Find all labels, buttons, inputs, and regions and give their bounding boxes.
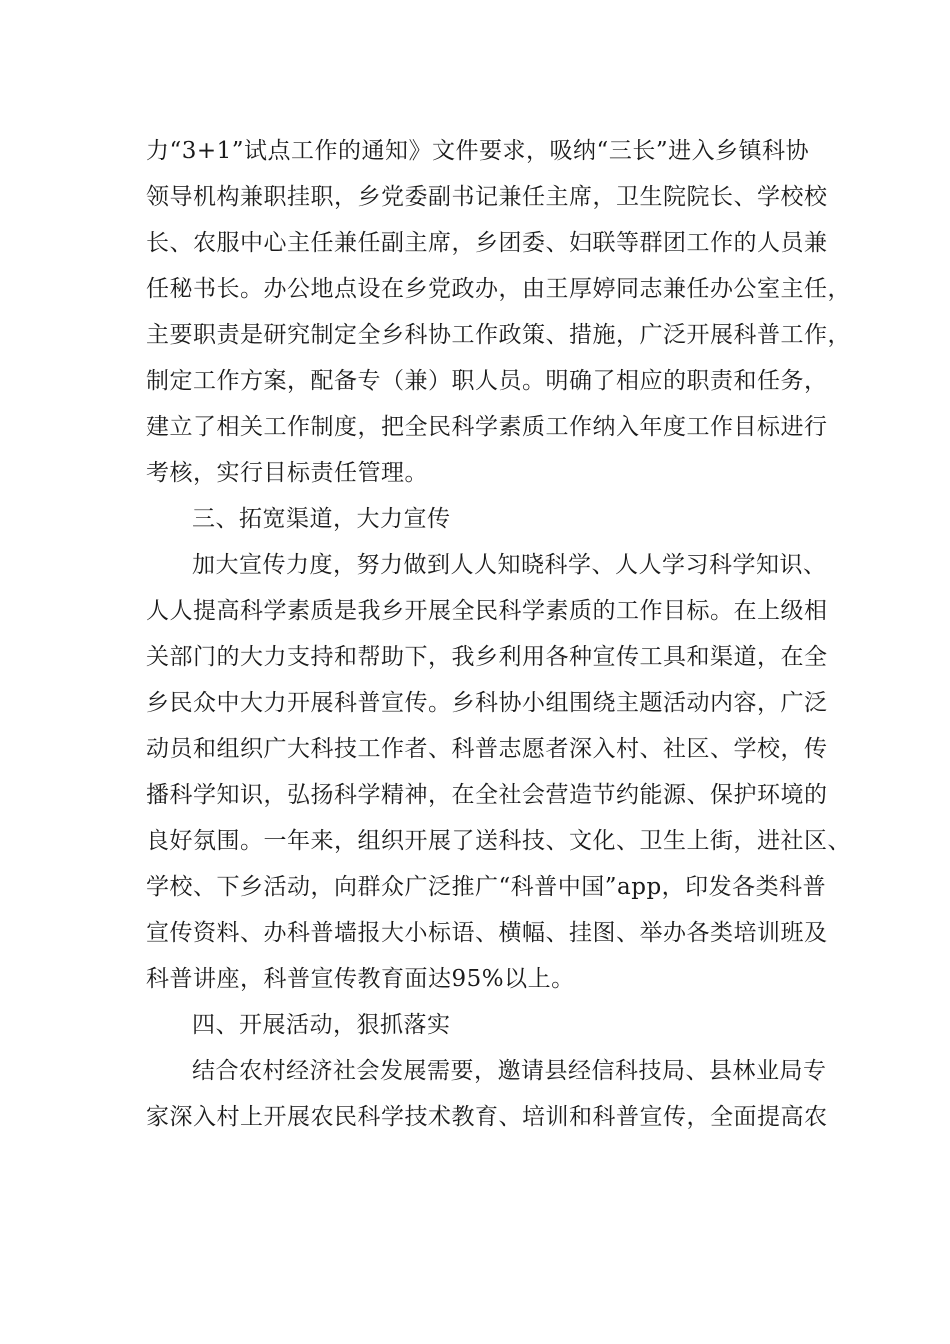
section-heading: 四、开展活动，狠抓落实 xyxy=(192,1012,451,1038)
paragraph-line: 制定工作方案，配备专（兼）职人员。明确了相应的职责和任务， xyxy=(146,368,828,394)
paragraph-line: 力“3+1”试点工作的通知》文件要求，吸纳“三长”进入乡镇科协 xyxy=(146,138,810,164)
paragraph-line: 建立了相关工作制度，把全民科学素质工作纳入年度工作目标进行 xyxy=(146,414,828,440)
paragraph-line: 宣传资料、办科普墙报大小标语、横幅、挂图、举办各类培训班及 xyxy=(146,920,828,946)
paragraph-line: 学校、下乡活动，向群众广泛推广“科普中国”app，印发各类科普 xyxy=(146,874,827,900)
paragraph-line: 加大宣传力度，努力做到人人知晓科学、人人学习科学知识、 xyxy=(192,552,827,578)
paragraph-line: 关部门的大力支持和帮助下，我乡利用各种宣传工具和渠道，在全 xyxy=(146,644,828,670)
paragraph-line: 家深入村上开展农民科学技术教育、培训和科普宣传，全面提高农 xyxy=(146,1104,828,1130)
paragraph-line: 结合农村经济社会发展需要，邀请县经信科技局、县林业局专 xyxy=(192,1058,827,1084)
paragraph-line: 科普讲座，科普宣传教育面达95%以上。 xyxy=(146,966,575,992)
paragraph-line: 考核，实行目标责任管理。 xyxy=(146,460,428,486)
section-heading: 三、拓宽渠道，大力宣传 xyxy=(192,506,451,532)
paragraph-line: 人人提高科学素质是我乡开展全民科学素质的工作目标。在上级相 xyxy=(146,598,828,624)
paragraph-line: 主要职责是研究制定全乡科协工作政策、措施，广泛开展科普工作， xyxy=(146,322,851,348)
paragraph-line: 乡民众中大力开展科普宣传。乡科协小组围绕主题活动内容，广泛 xyxy=(146,690,828,716)
document-body xyxy=(146,128,851,1140)
paragraph-line: 播科学知识，弘扬科学精神，在全社会营造节约能源、保护环境的 xyxy=(146,782,828,808)
paragraph-line: 领导机构兼职挂职，乡党委副书记兼任主席，卫生院院长、学校校 xyxy=(146,184,828,210)
paragraph-line: 长、农服中心主任兼任副主席，乡团委、妇联等群团工作的人员兼 xyxy=(146,230,828,256)
paragraph-line: 任秘书长。办公地点设在乡党政办，由王厚婷同志兼任办公室主任， xyxy=(146,276,851,302)
paragraph-line: 动员和组织广大科技工作者、科普志愿者深入村、社区、学校，传 xyxy=(146,736,828,762)
paragraph-line: 良好氛围。一年来，组织开展了送科技、文化、卫生上街，进社区、 xyxy=(146,828,851,854)
